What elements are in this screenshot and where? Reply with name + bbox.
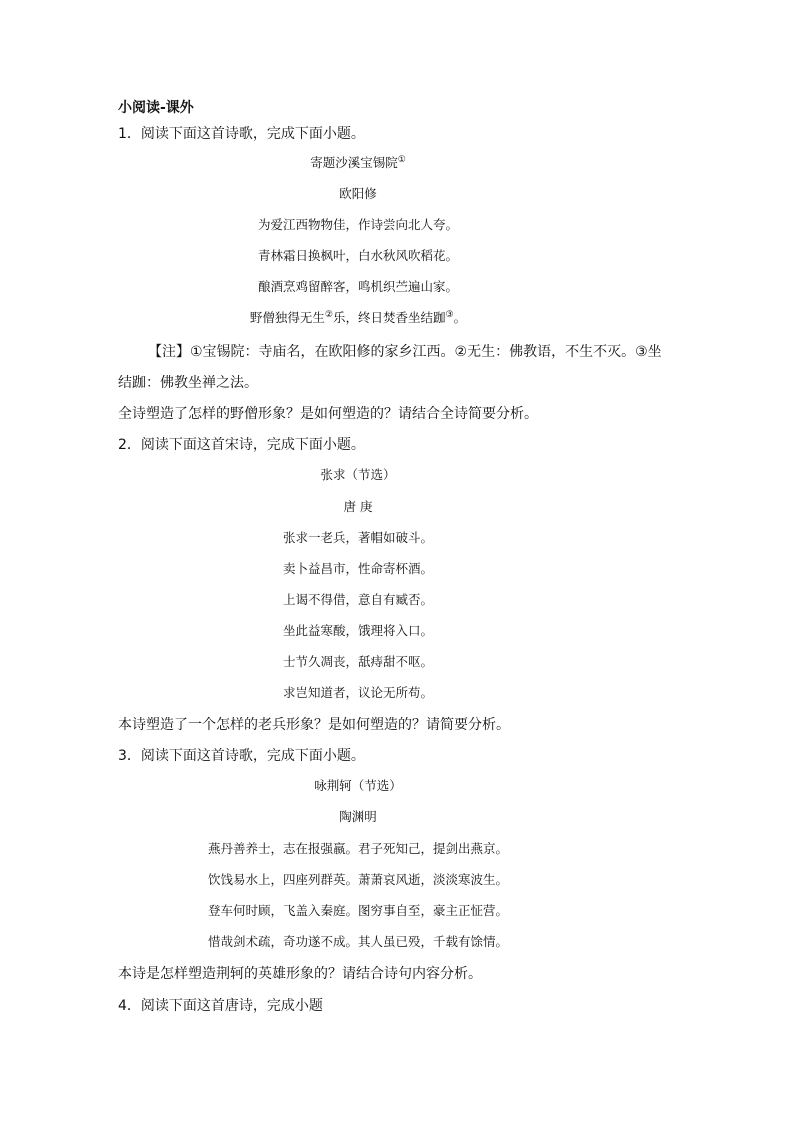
question-4-prompt: 4．阅读下面这首唐诗，完成小题 [118,998,323,1014]
question-1-poem-line-last [118,309,598,327]
question-1-note-continued: 结跏：佛教坐禅之法。 [118,375,258,391]
question-1-note: 【注】①宝锡院：寺庙名，在欧阳修的家乡江西。②无生：佛教语，不生不灭。③坐 [148,344,662,360]
question-3-poem-line: 惜哉剑术疏，奇功遂不成。其人虽已殁，千载有馀情。 [207,934,508,949]
poem-line-part: 乐，终日焚香坐结跏 [332,310,446,325]
poem-line-part: 。 [453,310,467,325]
question-2-question: 本诗塑造了一个怎样的老兵形象？是如何塑造的？请简要分析。 [118,717,510,733]
question-2-poem-line: 坐此益寒酸，饿理将入口。 [282,623,433,638]
question-2-prompt: 2．阅读下面这首宋诗，完成下面小题。 [118,437,365,453]
question-3-poem-line: 登车何时顾，飞盖入秦庭。图穷事自至，豪主正怔营。 [207,903,508,918]
question-3-poem-line: 燕丹善养士，志在报强嬴。君子死知己，提剑出燕京。 [207,841,508,856]
question-2-poem-line: 求岂知道者，议论无所苟。 [282,685,433,700]
question-3-poem-author: 陶渊明 [339,809,377,824]
question-1-poem-line: 青林霜日换枫叶，白水秋风吹稻花。 [257,248,458,263]
question-1-poem-author: 欧阳修 [339,186,377,201]
question-1-prompt: 1．阅读下面这首诗歌，完成下面小题。 [118,126,365,142]
question-1-poem-line: 为爱江西物物佳，作诗尝向北人夸。 [257,217,458,232]
question-3-poem-line: 饮饯易水上，四座列群英。萧萧哀风逝，淡淡寒波生。 [207,872,508,887]
question-2-poem-line: 卖卜益昌市，性命寄杯酒。 [282,561,433,576]
question-3-question: 本诗是怎样塑造荆轲的英雄形象的？请结合诗句内容分析。 [118,966,482,982]
question-3-prompt: 3．阅读下面这首诗歌，完成下面小题。 [118,748,365,764]
question-2-poem-line: 士节久凋丧，舐痔甜不呕。 [282,654,433,669]
question-2-poem-author: 唐 庚 [343,499,373,514]
poem-line-part: 野僧独得无生 [249,310,325,325]
footnote-mark-3: ③ [445,309,454,320]
question-1-question: 全诗塑造了怎样的野僧形象？是如何塑造的？请结合全诗简要分析。 [118,406,538,422]
footnote-mark-1: ① [397,154,406,165]
poem-title-text: 寄题沙溪宝锡院 [310,155,398,170]
question-3-poem-title: 咏荆轲（节选） [314,778,402,793]
question-2-poem-title: 张求（节选） [320,467,396,482]
question-2-poem-line: 张求一老兵，著帽如破斗。 [282,530,433,545]
question-2-poem-line: 上谒不得借，意自有臧否。 [282,592,433,607]
footnote-mark-2: ② [324,309,333,320]
section-heading: 小阅读-课外 [118,100,194,116]
question-1-poem-line: 酿酒烹鸡留醉客，鸣机织苎遍山家。 [257,279,458,294]
question-1-poem-title [118,154,598,172]
